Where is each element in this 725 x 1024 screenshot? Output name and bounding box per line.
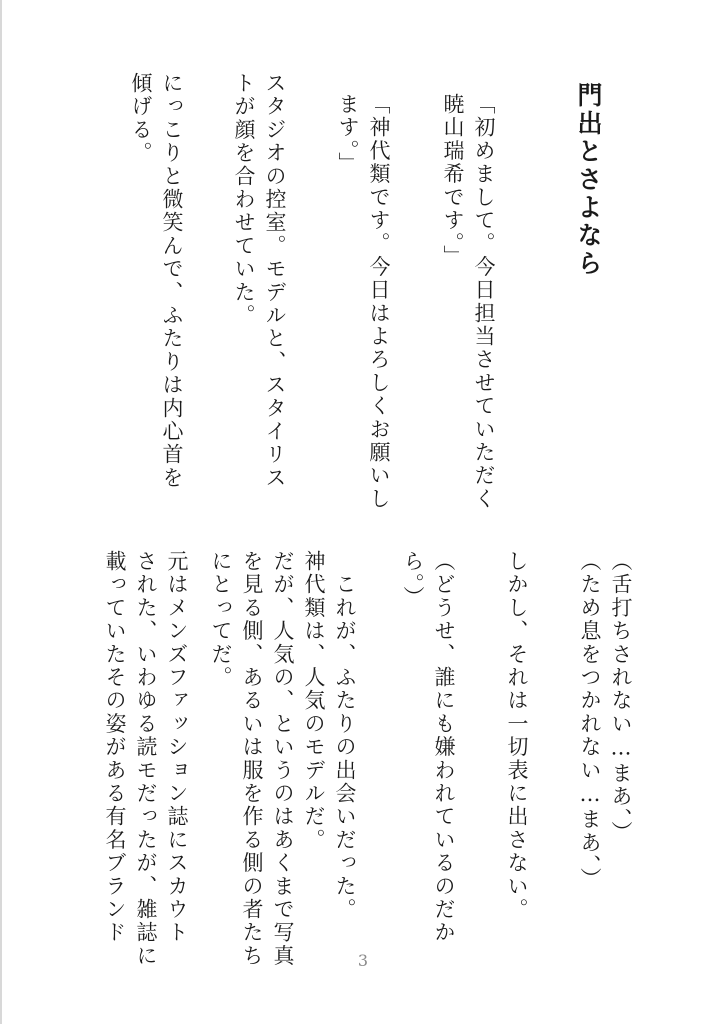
text-line: にとってだ。 [209, 550, 233, 690]
text-line: （ため息をつかれない…まあ、） [578, 550, 602, 891]
page-number: 3 [357, 951, 369, 970]
text-line: だが、人気の、というのはあくまで写真 [271, 550, 295, 968]
text-line: これが、ふたりの出会いだった。 [333, 550, 357, 922]
text-line: しかし、それは一切表に出さない。 [505, 550, 529, 922]
text-line: 「初めまして。今日担当させていただく [472, 93, 496, 511]
text-line: （どうせ、誰にも嫌われているのだか [432, 550, 456, 945]
page-edge [0, 0, 2, 1024]
text-line: を見る側、あるいは服を作る側の者たち [240, 550, 264, 968]
text-line: 「神代類です。今日はよろしくお願いし [367, 93, 391, 511]
text-line: された、いわゆる読モだったが、雑誌に [134, 550, 158, 968]
text-line: 載っていたその姿がある有名ブランド [103, 550, 127, 945]
text-line: ます。」 [336, 93, 360, 176]
text-line: スタジオの控室。モデルと、スタイリス [263, 72, 287, 490]
text-line: 神代類は、人気のモデルだ。 [302, 550, 326, 852]
text-line: トが顔を合わせていた。 [232, 72, 256, 328]
text-line: （舌打ちされない…まあ、） [609, 550, 633, 845]
text-line: 暁山瑞希です。」 [441, 93, 465, 269]
text-line: ら。） [401, 550, 425, 610]
chapter-title: 門出とさよなら [574, 82, 603, 278]
text-line: 元はメンズファッション誌にスカウト [165, 550, 189, 945]
text-line: 傾げる。 [129, 72, 153, 165]
text-line: にっこりと微笑んで、ふたりは内心首を [160, 72, 184, 490]
